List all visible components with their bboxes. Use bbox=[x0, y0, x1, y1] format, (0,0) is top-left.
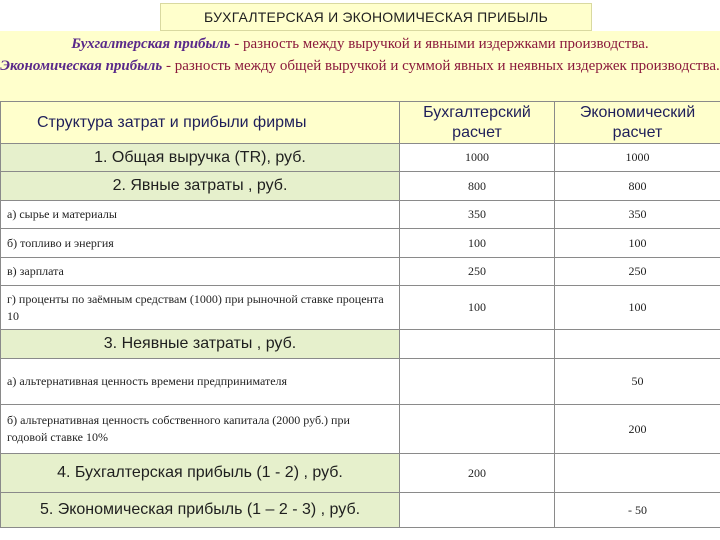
row-economic-value: 350 bbox=[555, 201, 720, 229]
definition-text: - разность между общей выручкой и суммой явных и неявных издержек производства. bbox=[162, 58, 720, 74]
row-economic-value: 100 bbox=[555, 229, 720, 258]
row-accounting-value: 800 bbox=[400, 172, 555, 201]
definition-economic-profit bbox=[0, 55, 720, 77]
row-accounting-value: 350 bbox=[400, 201, 555, 229]
row-accounting-value bbox=[400, 330, 555, 359]
row-label: 1. Общая выручка (TR), руб. bbox=[1, 144, 400, 172]
table-row bbox=[1, 201, 720, 229]
row-label: б) топливо и энергия bbox=[1, 229, 400, 258]
row-economic-value: 50 bbox=[555, 359, 720, 405]
table-row-accounting-profit bbox=[1, 454, 720, 493]
row-economic-value: 250 bbox=[555, 258, 720, 286]
definition-term: Экономическая прибыль bbox=[0, 58, 163, 74]
row-accounting-value bbox=[400, 405, 555, 454]
row-economic-value: 1000 bbox=[555, 144, 720, 172]
row-accounting-value: 200 bbox=[400, 454, 555, 493]
table-header-row bbox=[1, 102, 720, 144]
table-row-implicit-costs bbox=[1, 330, 720, 359]
table-row bbox=[1, 286, 720, 330]
row-accounting-value: 250 bbox=[400, 258, 555, 286]
row-label: 4. Бухгалтерская прибыль (1 - 2) , руб. bbox=[1, 454, 400, 493]
row-economic-value bbox=[555, 330, 720, 359]
profit-table bbox=[0, 101, 720, 528]
row-label: 3. Неявные затраты , руб. bbox=[1, 330, 400, 359]
definition-text: - разность между выручкой и явными издержками производства. bbox=[230, 36, 649, 52]
row-economic-value: 100 bbox=[555, 286, 720, 330]
row-accounting-value: 100 bbox=[400, 229, 555, 258]
row-label: 5. Экономическая прибыль (1 – 2 - 3) , руб. bbox=[1, 493, 400, 528]
table-row bbox=[1, 405, 720, 454]
header-structure: Структура затрат и прибыли фирмы bbox=[1, 102, 400, 144]
table-row bbox=[1, 258, 720, 286]
row-label: а) сырье и материалы bbox=[1, 201, 400, 229]
row-label: б) альтернативная ценность собственного капитала (2000 руб.) при годовой ставке 10% bbox=[1, 405, 400, 454]
header-economic: Экономический расчет bbox=[555, 102, 720, 144]
table-row-explicit-costs bbox=[1, 172, 720, 201]
definitions-block bbox=[0, 31, 720, 101]
row-accounting-value: 100 bbox=[400, 286, 555, 330]
row-accounting-value bbox=[400, 359, 555, 405]
row-economic-value bbox=[555, 454, 720, 493]
definition-term: Бухгалтерская прибыль bbox=[71, 36, 231, 52]
table-row bbox=[1, 359, 720, 405]
page-title: БУХГАЛТЕРСКАЯ И ЭКОНОМИЧЕСКАЯ ПРИБЫЛЬ bbox=[160, 3, 592, 31]
table-row-total-revenue bbox=[1, 144, 720, 172]
row-label: г) проценты по заёмным средствам (1000) при рыночной ставке процента 10 bbox=[1, 286, 400, 330]
row-economic-value: 200 bbox=[555, 405, 720, 454]
table-row bbox=[1, 229, 720, 258]
row-accounting-value: 1000 bbox=[400, 144, 555, 172]
row-accounting-value bbox=[400, 493, 555, 528]
row-label: а) альтернативная ценность времени предпринимателя bbox=[1, 359, 400, 405]
row-label: 2. Явные затраты , руб. bbox=[1, 172, 400, 201]
definition-accounting-profit bbox=[0, 33, 720, 55]
row-label: в) зарплата bbox=[1, 258, 400, 286]
table-row-economic-profit bbox=[1, 493, 720, 528]
row-economic-value: - 50 bbox=[555, 493, 720, 528]
row-economic-value: 800 bbox=[555, 172, 720, 201]
header-accounting: Бухгалтерский расчет bbox=[400, 102, 555, 144]
